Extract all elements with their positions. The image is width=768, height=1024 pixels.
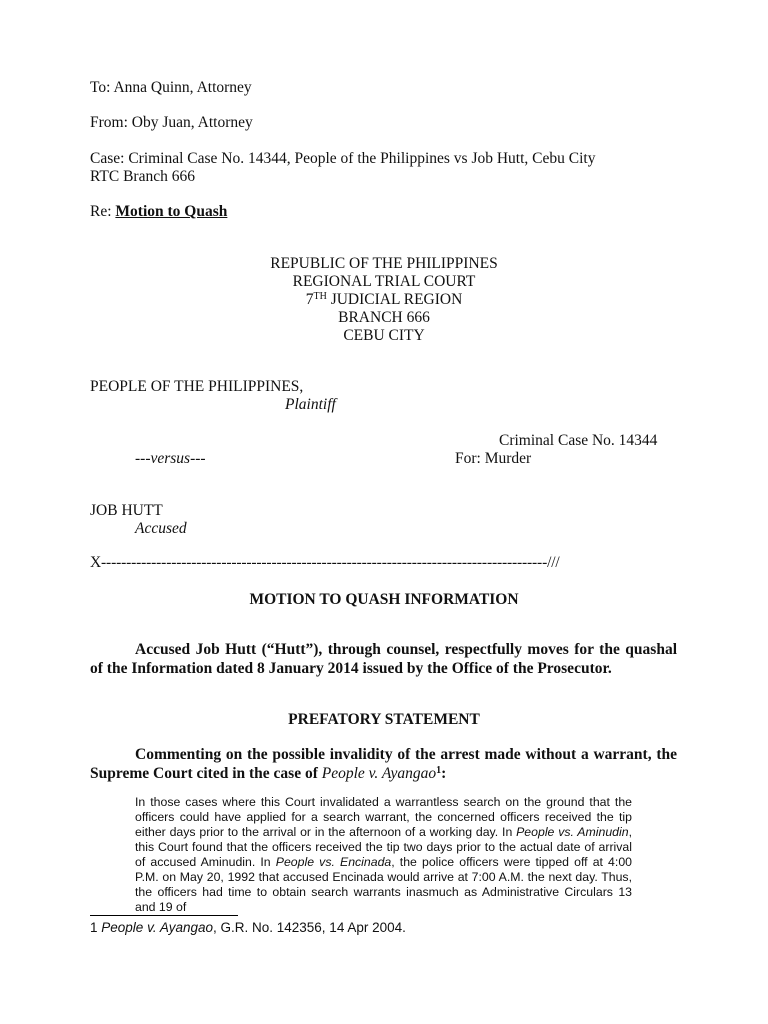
quote-text-2: , this Court found that the officers received the tip two days prior to the actual date of arrival of accused Aminudin. In — [135, 825, 632, 869]
case-label: Case: — [90, 150, 125, 167]
quote-case-encinada: People vs. Encinada — [275, 855, 392, 869]
memo-re — [90, 203, 227, 221]
prefatory-case-name: People v. Ayangao — [321, 765, 437, 782]
plaintiff-name: PEOPLE OF THE PHILIPPINES, — [90, 378, 304, 395]
plaintiff-role: Plaintiff — [285, 396, 336, 413]
region-ordinal: TH — [313, 291, 327, 302]
footnote-citation: , G.R. No. 142356, 14 Apr 2004. — [213, 920, 406, 935]
to-label: To: — [90, 79, 111, 96]
intro-paragraph — [90, 640, 677, 678]
court-heading-line2: REGIONAL TRIAL COURT — [292, 273, 476, 290]
prefatory-colon: : — [441, 765, 447, 782]
court-heading-line5: CEBU CITY — [343, 327, 425, 344]
footnote-number: 1 — [90, 920, 98, 935]
memo-case — [90, 150, 595, 168]
court-heading-line1: REPUBLIC OF THE PHILIPPINES — [270, 255, 498, 272]
to-value: Anna Quinn, Attorney — [113, 79, 252, 96]
prefatory-heading: PREFATORY STATEMENT — [288, 711, 480, 728]
case-value-line1: Criminal Case No. 14344, People of the Philippines vs Job Hutt, Cebu City — [128, 150, 596, 167]
court-heading-line4: BRANCH 666 — [338, 309, 430, 326]
from-label: From: — [90, 114, 128, 131]
footnote — [90, 920, 406, 935]
intro-text-2: ”), through counsel, respectfully moves for the quashal of the Information dated 8 January 2014 issued by the Office of the Prosecutor. — [90, 641, 677, 677]
quote-case-aminudin: People vs. Aminudin — [516, 825, 629, 839]
block-quote — [135, 795, 632, 915]
accused-role: Accused — [135, 520, 187, 537]
re-value: Motion to Quash — [115, 203, 228, 220]
from-value: Oby Juan, Attorney — [131, 114, 253, 131]
court-heading-line3 — [0, 291, 768, 309]
prefatory-paragraph — [90, 745, 677, 783]
footnote-reference: 1 — [436, 765, 442, 776]
memo-to — [90, 79, 252, 97]
memo-case-line2: RTC Branch 666 — [90, 168, 195, 185]
intro-defined-term: Hutt — [274, 641, 306, 658]
accused-name: JOB HUTT — [90, 502, 163, 519]
charge-label: For: Murder — [455, 450, 532, 467]
footnote-case-name: People v. Ayangao — [101, 920, 213, 935]
criminal-case-number: Criminal Case No. 14344 — [499, 432, 658, 449]
re-label: Re: — [90, 203, 112, 220]
region-text: JUDICIAL REGION — [326, 291, 463, 308]
motion-title: MOTION TO QUASH INFORMATION — [249, 591, 519, 608]
memo-from — [90, 114, 253, 132]
caption-separator: X-----------------------------------------------------------------------------------------/// — [90, 554, 560, 571]
footnote-divider — [90, 915, 238, 916]
region-number: 7 — [305, 291, 314, 308]
quote-text-1: In those cases where this Court invalidated a warrantless search on the ground that the officers could have applied for a search warrant, the concerned officers received the tip either days prior to the arrival or in the afternoon of a working day. In — [135, 795, 632, 839]
versus-label: ---versus--- — [135, 450, 206, 467]
prefatory-text: Commenting on the possible invalidity of the arrest made without a warrant, the Supreme Court cited in the case of — [90, 746, 677, 782]
intro-text-1: Accused Job Hutt (“ — [135, 641, 275, 658]
quote-text-3: , the police officers were tipped off at 4:00 P.M. on May 20, 1992 that accused Encinada would arrive at 7:00 A.M. the next day. Thus, the officers had time to obtain search warrants inasmuch as Administrative Circulars 13 and 19 of — [135, 855, 632, 914]
